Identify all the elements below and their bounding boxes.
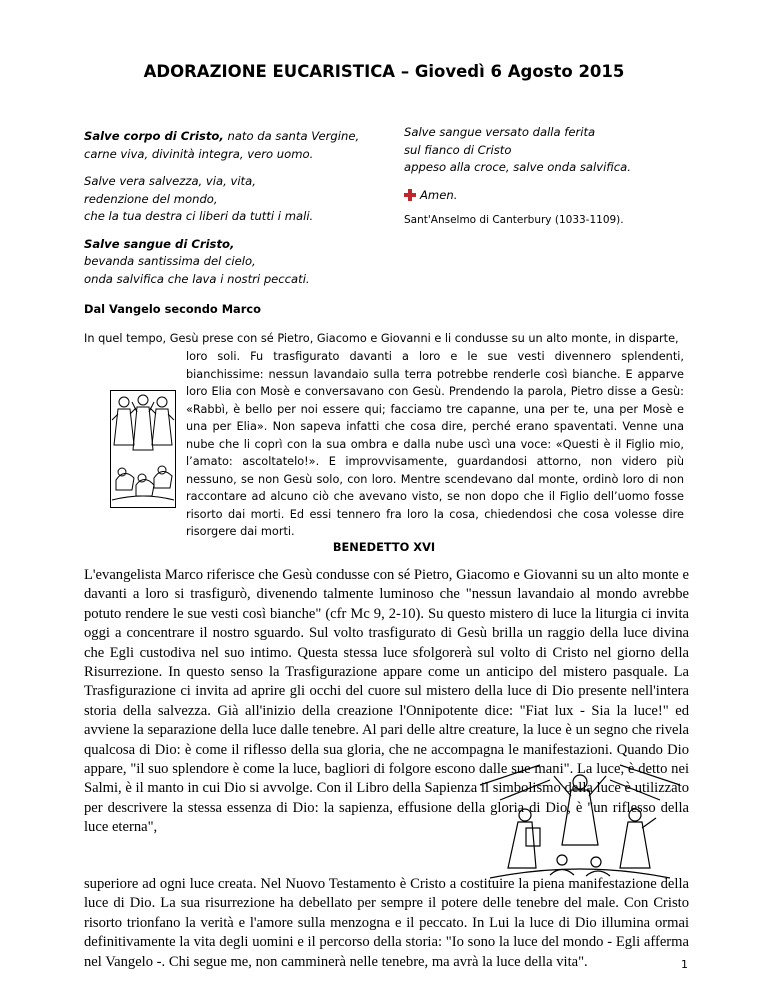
gospel-heading: Dal Vangelo secondo Marco	[84, 302, 261, 316]
poem-stanza-2-line1: Salve vera salvezza, via, vita,	[84, 174, 256, 188]
poem-stanza-1-line2: carne viva, divinità integra, vero uomo.	[84, 146, 314, 161]
benedetto-text-top-content: L'evangelista Marco riferisce che Gesù condusse con sé Pietro, Giacomo e Giovanni su un alto monte e davanti a loro si trasfigurò, divenendo talmente luminoso che "nessun lavandaio al mondo avrebbe potuto rendere le sue vesti così bianche" (cfr Mc 9, 2-10). Su questo mistero di luce la liturgia ci invita oggi a concentrare il nostro sguardo. Sul volto trasfigurato di Gesù brilla un raggio della luce divina che Egli custodiva nel suo intimo. Questa stessa luce sfolgorerà sul volto di Cristo nel giorno della Risurrezione. In questo senso la Trasfigurazione appare come un anticipo del mistero pasquale. La Trasfigurazione ci invita ad aprire gli occhi del cuore sul mistero della luce di Dio presente nell'intera storia della salvezza. Già all'inizio della creazione l'Onnipotente dice: "Fiat lux - Sia la luce!" ed avviene la separazione della luce dalle tenebre. Al pari delle altre creature, la luce è un segno che rivela qualcosa di Dio: è come il riflesso della sua gloria, che ne accompagna le manifestazioni. Quando Dio appare, "il suo splendore è come la luce, bagliori di folgore escono dalle sue mani". La luce, è detto nei Salmi, è il manto in cui Dio si avvolge. Con il Libro della Sapienza il simbolismo della luce è utilizzato per descrivere la stessa essenza di Dio: la sapienza, effusione della gloria di Dio, è "un riflesso della luce eterna",	[84, 567, 689, 836]
benedetto-heading: BENEDETTO XVI	[332, 540, 436, 554]
poem-right-column	[404, 125, 704, 230]
transfiguration-illustration	[110, 390, 176, 508]
cross-icon	[404, 189, 416, 201]
poem-stanza-1	[84, 128, 404, 163]
amen-line	[404, 187, 704, 205]
page-number: 1	[681, 958, 688, 971]
benedetto-text-bottom: superiore ad ogni luce creata. Nel Nuovo Testamento è Cristo a costituire la piena manifestazione della luce di Dio. La sua risurrezione ha debellato per sempre il potere delle tenebre del male. Con Cristo risorto trionfano la verità e l'amore sulla menzogna e il peccato. In Lui la luce di Dio illumina ormai definitivamente la vita degli uomini e il percorso della storia: "Io sono la luce del mondo - Egli afferma nel Vangelo -. Chi segue me, non camminerà nelle tenebre, ma avrà la luce della vita".	[84, 876, 689, 970]
poem-stanza-1-lead: Salve corpo di Cristo,	[84, 129, 224, 143]
poem-stanza-3	[84, 236, 404, 289]
poem-attribution: Sant'Anselmo di Canterbury (1033-1109).	[404, 214, 624, 226]
poem-left-column	[84, 128, 404, 298]
poem-stanza-4-line3: appeso alla croce, salve onda salvifica.	[404, 160, 631, 174]
poem-stanza-4	[404, 124, 704, 177]
poem-stanza-3-line2: bevanda santissima del cielo,	[84, 254, 256, 268]
poem-stanza-2-line3: che la tua destra ci liberi da tutti i mali.	[84, 209, 314, 223]
poem-stanza-4-line2: sul fianco di Cristo	[404, 142, 512, 157]
gospel-first-line: In quel tempo, Gesù prese con sé Pietro, Giacomo e Giovanni e li condusse su un alto monte, in disparte,	[84, 332, 679, 345]
amen-text: Amen.	[420, 187, 458, 202]
transfiguration-illustration-2	[470, 760, 690, 880]
page-title: ADORAZIONE EUCARISTICA – Giovedì 6 Agosto 2015	[143, 62, 625, 81]
poem-stanza-2	[84, 173, 404, 226]
poem-stanza-3-line3: onda salvifica che lava i nostri peccati.	[84, 271, 310, 286]
poem-stanza-2-line2: redenzione del mondo,	[84, 191, 218, 206]
poem-stanza-1-rest: nato da santa Vergine,	[223, 129, 360, 143]
poem-stanza-3-lead: Salve sangue di Cristo,	[84, 236, 235, 251]
gospel-body: loro soli. Fu trasfigurato davanti a loro e le sue vesti divennero splendenti, bianchissime: nessun lavandaio sulla terra potrebbe renderle così bianche. E apparve loro Elia con Mosè e conversavano con Gesù. Prendendo la parola, Pietro disse a Gesù: «Rabbì, è bello per noi essere qui; facciamo tre capanne, una per te, una per Mosè e una per Elia». Non sapeva infatti che cosa dire, perché erano spaventati. Venne una nube che li coprì con la sua ombra e dalla nube uscì una voce: «Questi è il Figlio mio, l’amato: ascoltatelo!». E improvvisamente, guardandosi attorno, non videro più nessuno, se non Gesù solo, con loro. Mentre scendevano dal monte, ordinò loro di non raccontare ad alcuno ciò che avevano visto, se non dopo che il Figlio dell’uomo fosse risorto dai morti. Ed essi tennero fra loro la cosa, chiedendosi che cosa volesse dire risorgere dai morti.	[186, 350, 684, 538]
poem-stanza-4-line1: Salve sangue versato dalla ferita	[404, 125, 596, 139]
